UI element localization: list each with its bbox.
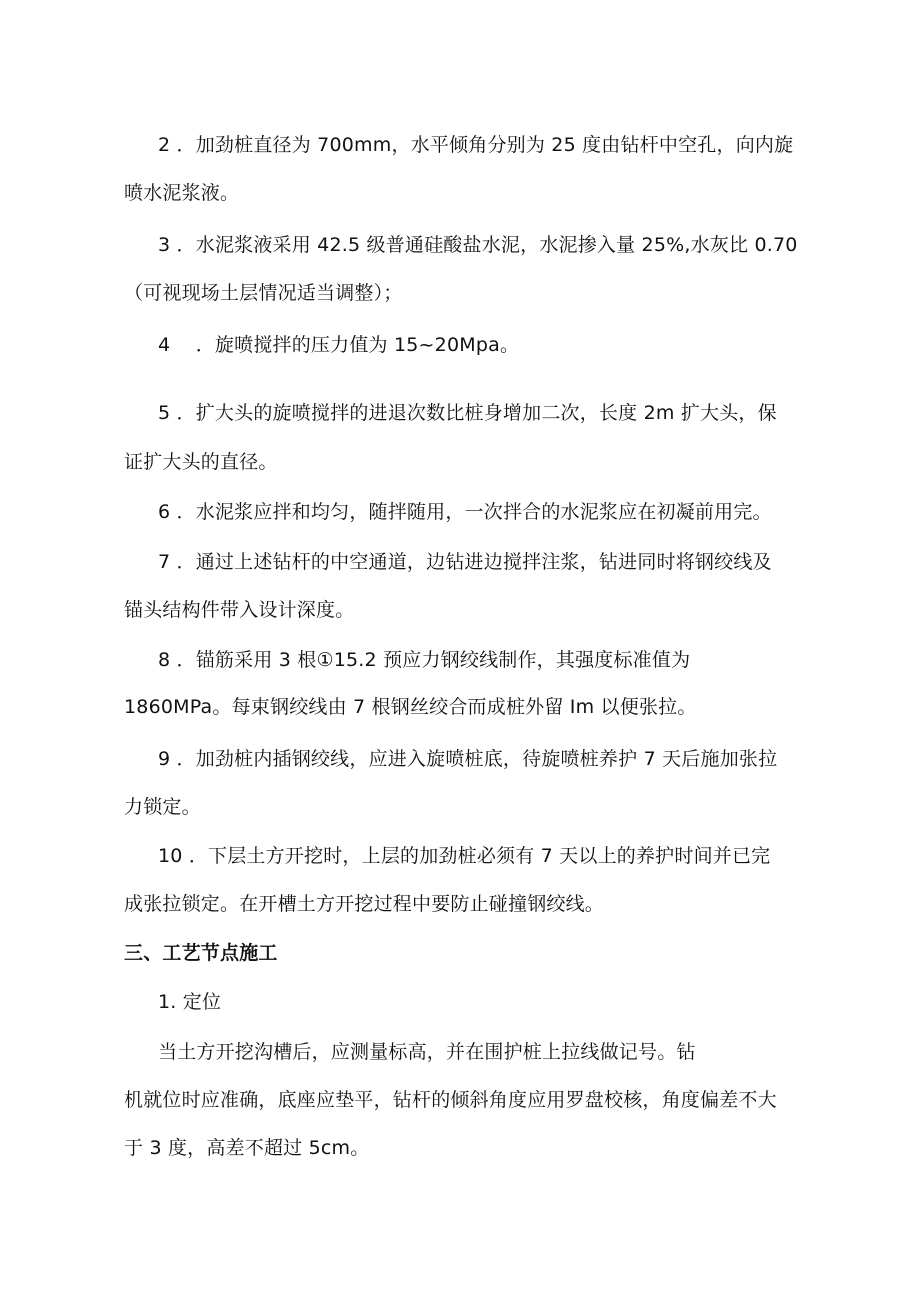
item-9-line-1: 9 ．加劲桩内插钢绞线，应进入旋喷桩底，待旋喷桩养护 7 天后施加张拉: [158, 748, 778, 770]
subsection-title: 1. 定位: [158, 991, 222, 1013]
item-8-line-2: 1860MPa。每束钢绞线由 7 根钢丝绞合而成桩外留 Im 以便张拉。: [124, 696, 697, 718]
item-2-line-2: 喷水泥浆液。: [124, 182, 240, 204]
item-5-line-2: 证扩大头的直径。: [124, 451, 278, 473]
section-heading: 三、工艺节点施工: [124, 942, 278, 964]
item-4-line-1: 4 ．旋喷搅拌的压力值为 15~20Mpa。: [158, 334, 520, 356]
item-3-line-1: 3 ．水泥浆液采用 42.5 级普通硅酸盐水泥，水泥掺入量 25%,水灰比 0.70: [158, 234, 798, 256]
paragraph-line-3: 于 3 度，高差不超过 5cm。: [124, 1137, 370, 1159]
item-10-line-2: 成张拉锁定。在开槽土方开挖过程中要防止碰撞钢绞线。: [124, 893, 605, 915]
paragraph-line-2: 机就位时应准确，底座应垫平，钻杆的倾斜角度应用罗盘校核，角度偏差不大: [124, 1089, 777, 1111]
paragraph-line-1: 当土方开挖沟槽后，应测量标高，并在围护桩上拉线做记号。钻: [158, 1041, 696, 1063]
item-9-line-2: 力锁定。: [124, 796, 201, 818]
item-8-line-1: 8 ．锚筋采用 3 根①15.2 预应力钢绞线制作，其强度标准值为: [158, 649, 691, 671]
item-7-line-1: 7 ．通过上述钻杆的中空通道，边钻进边搅拌注浆，钻进同时将钢绞线及: [158, 551, 772, 573]
item-3-line-2: （可视现场土层情况适当调整）；: [124, 282, 403, 304]
item-10-line-1: 10 ．下层土方开挖时，上层的加劲桩必须有 7 天以上的养护时间并已完: [158, 845, 771, 867]
item-5-line-1: 5 ．扩大头的旋喷搅拌的进退次数比桩身增加二次，长度 2m 扩大头，保: [158, 402, 777, 424]
item-7-line-2: 锚头结构件带入设计深度。: [124, 599, 355, 621]
item-6-line-1: 6 ．水泥浆应拌和均匀，随拌随用，一次拌合的水泥浆应在初凝前用完。: [158, 501, 772, 523]
item-2-line-1: 2 ．加劲桩直径为 700mm，水平倾角分别为 25 度由钻杆中空孔，向内旋: [158, 134, 794, 156]
